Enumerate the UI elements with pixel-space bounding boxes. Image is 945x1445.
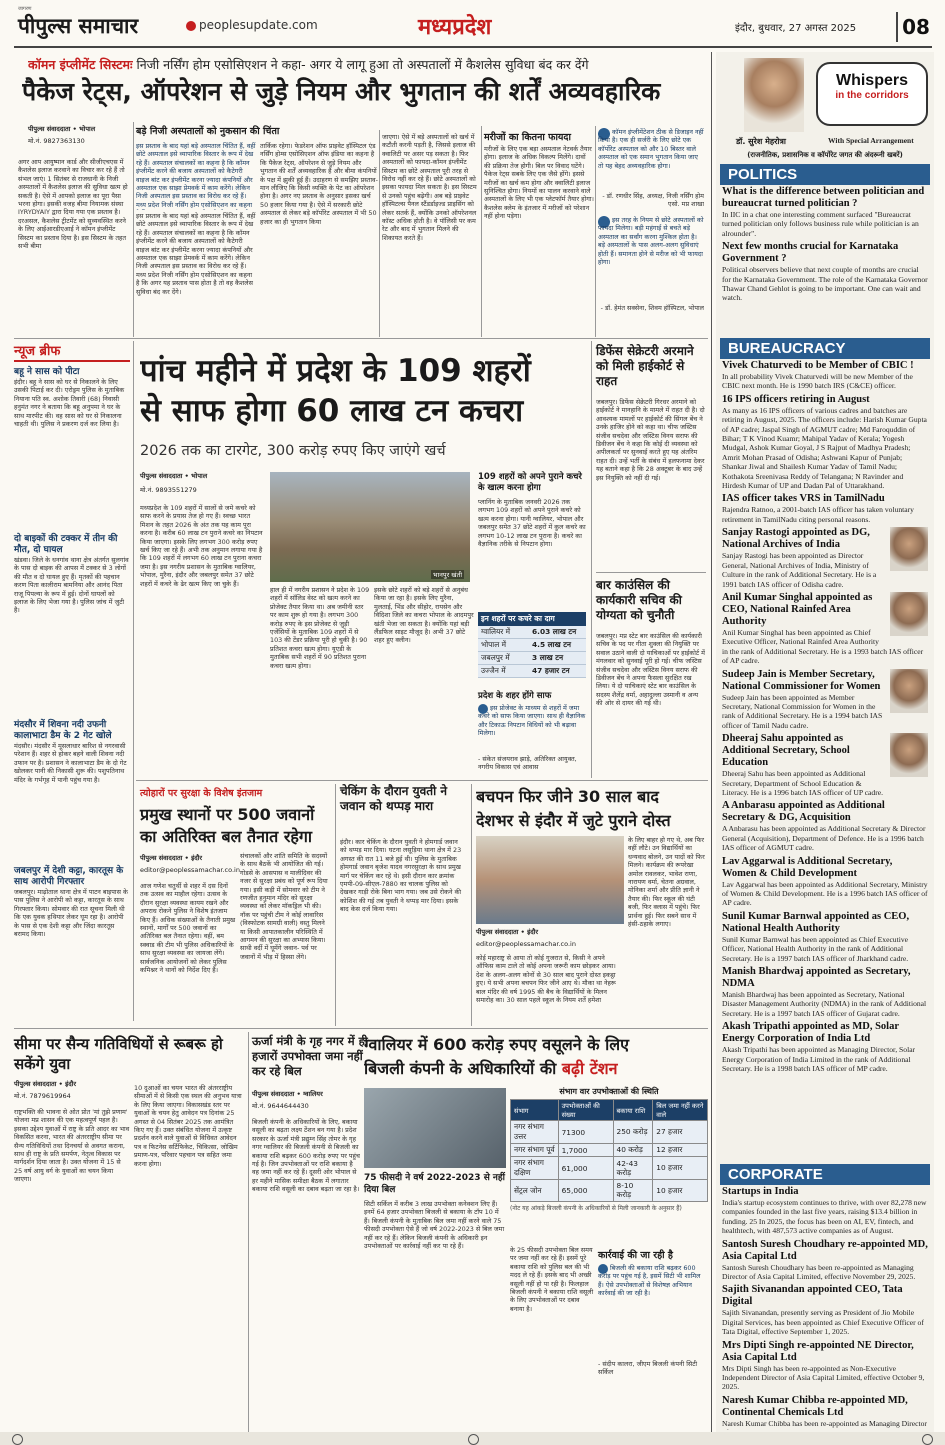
security-body-col1: आज गणेश चतुर्थी से शहर में दस दिनों तक उत्सव का माहौल रहेगा। उत्सव के दौरान सुरक्षा व्यवस्था कायम रखने और अपराध रोकने पुलिस ने विशेष इंतजाम किए हैं। अधिक संख्याओं के तैनाती प्रमुख स्थानों, मार्गों पर 500 जवानों का अतिरिक्त बल तैनात रहेगा। वहीं, बम स्क्वाड की टीम भी पुलिस अधिकारियों के साथ सुरक्षा व्यवस्था का जायजा लेंगे। सार्वजनिक आयोजनों को लेकर पुलिस कमिश्नर ने थानों को निर्देश दिए हैं। bbox=[140, 882, 236, 975]
masthead-tagline: जागरण bbox=[18, 6, 32, 12]
politics-item-head: What is the difference between politician and bureaucrat turned politician ? bbox=[722, 186, 925, 209]
consumer-table-cell: नगर संभाग दक्षिण bbox=[511, 1157, 559, 1180]
news-brief-header: न्यूज ब्रीफ bbox=[14, 341, 130, 362]
bureaucracy-item-head: IAS officer takes VRS in TamilNadu bbox=[722, 493, 885, 505]
website-globe-icon bbox=[186, 21, 196, 31]
army-body-col1: राष्ट्रभक्ति की भावना से ओत प्रोत 'मां तुझे प्रणाम' योजना मप्र शासन की एक महत्वपूर्ण पहल है। इसका उद्देश्य युवाओं में राष्ट्र के प्रति आदर का भाव विकसित करना, भारत की अंतरराष्ट्रीय सीमा पर सैन्य गतिविधियों तथा दिनचर्या से अवगत कराना, साथ ही राष्ट्र के प्रति समर्पण, नेतृत्व विकास पर मार्गदर्शन दिया जाता है। उक्त योजना में 15 से 25 वर्ष आयु वर्ग के युवाओं का चयन किया जाएगा। bbox=[14, 1108, 130, 1184]
bureaucracy-item-text: Akash Tripathi has been appointed as Managing Director, Solar Energy Corporation of India Limited in the rank of Additional Secretary. He is a 1998 batch IAS officer of MP cadre. bbox=[722, 1045, 916, 1074]
energy-body-col2: सिटी सर्किल में करीब 3 लाख उपभोक्ता कनेक्शन लिए हैं। इनमें 64 हजार उपभोक्ता बिजली से बकाया के टॉप 10 में हैं। बिजली कंपनी के मुताबिक बिल जमा नहीं करने वाले 75 फीसदी उपभोक्ता ऐसे हैं जो वर्ष 2022-2023 से बिल जमा नहीं कर रहे हैं। लेकिन बिजली कंपनी के अधिकारी इन उपभोक्ताओं पर कार्रवाई नहीं कर पा रहे हैं। bbox=[364, 1200, 505, 1251]
corporate-item bbox=[722, 1186, 928, 1236]
bureaucracy-item-head: Sanjay Rastogi appointed as DG, National Archives of India bbox=[722, 527, 870, 551]
corporate-item bbox=[722, 1284, 928, 1336]
bureaucracy-item bbox=[722, 592, 928, 666]
columnist-photo bbox=[744, 58, 804, 132]
consumer-table-header bbox=[511, 1100, 708, 1121]
consumer-table-col-header: संभाग bbox=[511, 1100, 559, 1121]
corporate-item-head: Naresh Kumar Chibba re-appointed MD, Continental Chemicals Ltd bbox=[722, 1394, 908, 1418]
bureaucracy-item-head: 16 IPS officers retiring in August bbox=[722, 393, 870, 405]
waste-byline: पीपुल्स संवाददाता • भोपाल bbox=[140, 472, 208, 480]
bar-body: जबलपुर। मप्र स्टेट बार काउंसिल की कार्यकारी सचिव के पद पर गीता शुक्ला की नियुक्ति पर सवाल उठाने वाली दो याचिकाओं पर हाईकोर्ट में मंगलवार को सुनवाई पूरी हो गई। चीफ जस्टिस संजीव सचदेवा और जस्टिस विनय सराफ की डिवीजन बेंच ने अपना फैसला सुरक्षित रख लिया। ये दो याचिकाएं स्टेट बार काउंसिल के सदस्य शैलेंद्र वर्मा, अहादुल्ला उस्मानी व अन्य की ओर से दायर की गई थी। bbox=[596, 632, 705, 708]
consumer-table-cell: 42-43 करोड़ bbox=[613, 1157, 653, 1180]
waste-side-head: 109 शहरों को अपने पुराने कचरे के खात्म करना होगा bbox=[478, 472, 582, 493]
waste-table-city: जबलपुर में bbox=[481, 653, 510, 662]
consumer-table-cell: 40 करोड़ bbox=[613, 1144, 653, 1157]
bureaucracy-item-head: Manish Bhardwaj appointed as Secretary, NDMA bbox=[722, 966, 911, 990]
energy-mobile: मो.नं. 9644644430 bbox=[252, 1102, 309, 1110]
energy-meter-photo bbox=[364, 1088, 506, 1168]
officer-photo bbox=[890, 669, 928, 713]
defence-body: जबलपुर। डिफेंस सेक्रेटरी गिरधर अरमाने को हाईकोर्ट ने मानहानि के मामले में राहत दी है। दो आवश्यक मामलों पर हाईकोर्ट की सिंगल बेंच ने उनके हाजिर होने को कहा था। चीफ जस्टिस संजीव सचदेवा और जस्टिस विनय सराफ की डिवीजन बेंच ने कहा कि कोई दी व्यवस्था को अपीलकर्ता पर सुनवाई करते हुए यह अंतरिम राहत दी। उन्हें भर्ती के संबंध में हलफनामा देकर यह बताने कहा है कि 28 अक्टूबर के बाद उन्हें इस नियुक्ति को नहीं दी गई। bbox=[596, 398, 705, 482]
consumer-table-col-header: बिल जमा नहीं करने वाले bbox=[653, 1100, 708, 1121]
waste-table-title: इन शहरों पर कचरे का दाग bbox=[478, 612, 586, 626]
corporate-item bbox=[722, 1239, 928, 1282]
brief-2-head: दो बाइकों की टक्कर में तीन की मौत, दो घायल bbox=[14, 534, 118, 555]
brief-3-head: मंदसौर में शिवना नदी उफनी कालाभाटा डैम के 2 गेट खोले bbox=[14, 720, 112, 741]
brief-2-text: खंडवा। जिले के धनगांव थाना क्षेत्र अंतर्गत सुलगांव के पास दो बाइक की आपस में टक्कर से 3 लोगों की मौत व दो घायल हुए हैं। मृतकों की पहचान करण पिता कालीराम बामनिया और आनंद पिता राजू पिपल्या के रूप में हुई। दोनों घायलों को इलाज के लिए भेजा गया है। पुलिस जांच में जुटी है। bbox=[14, 556, 129, 615]
lead-body-col2: इस प्रस्ताव के बाद यहां बड़े अस्पताल चिंतित हैं, वहीं छोटे अस्पताल इसे व्यापारिक विस्तार के रूप में देख रहे हैं। अस्पताल संचालकों का कहना है कि कॉमन इंप्लीमेंट करने की बजाय अस्पतालों को कैटेगरी वाइज बांट कर इंप्लीमेंट करना ज्यादा कंपनियों और अस्पताल एक साझा प्रेमवर्क में काम करेंगे। लेकिन निजी अस्पताल इस प्रस्ताव का विरोध कर रहे हैं। मध्य प्रदेश निजी नर्सिंग होम एसोसिएशन का कहना है कि अगर यह प्रस्ताव पास होता है तो वह कैशलेस सुविधा बंद कर देंगे। bbox=[136, 212, 256, 296]
lead-highlight-text: इस प्रस्ताव के बाद यहां बड़े अस्पताल चिंतित हैं, वहीं छोटे अस्पताल इसे व्यापारिक विस्तार के रूप में देख रहे हैं। अस्पताल संचालकों का कहना है कि कॉमन इंप्लीमेंट करने की बजाय अस्पतालों को कैटेगरी वाइज बांट कर इंप्लीमेंट करना ज्यादा कंपनियों और अस्पताल एक साझा प्रेमवर्क में काम करेंगे। लेकिन निजी अस्पताल इस प्रस्ताव का विरोध कर रहे हैं। मध्य प्रदेश निजी नर्सिंग होम एसोसिएशन का कहना bbox=[136, 142, 256, 209]
security-byline: पीपुल्स संवाददाता • इंदौर bbox=[140, 854, 203, 862]
bureaucracy-item-head: Akash Tripathi appointed as MD, Solar Energy Corporation of India Ltd bbox=[722, 1021, 899, 1045]
bureaucracy-list bbox=[722, 360, 928, 1164]
gwalior-action-name: - संदीप कालरा, जीएम बिजली कंपनी सिटी सर्किल bbox=[598, 1360, 698, 1377]
gwalior-body: के 25 फीसदी उपभोक्ता बिल समय पर जमा नहीं कर रहे हैं। इसमें पूरे बकाया राशि को पुलिस बल की भी मदद ले रहे हैं। इसके बाद भी अच्छी वसूली नहीं हो पा रही है। फिलहाल बिजली कंपनी ने बकाया राशि वसूली के लिए उपभोक्ताओं पर दबाव बनाया है। bbox=[510, 1246, 594, 1313]
reunion-group-photo bbox=[476, 836, 624, 924]
army-body-col2: 10 दुआओं का चयन भारत की अंतरराष्ट्रीय सीमाओं में से किसी एक स्थल की अनुभव यात्रा के लिए किया जाएगा। विकासखंड स्तर पर युवाओं के चयन हेतु आवेदन पत्र दिनांक 25 अगस्त से 04 सितंबर 2025 तक आमंत्रित किए गए हैं। उक्त संबंधित योजना में उत्कृष्ट प्रदर्शन करने वाले युवाओं से विधिवत आवेदन पत्र व फिटनेस सर्टिफिकेट, चिकित्सा, जोखिम प्रमाण-पत्र, परिवार पहचान पत्र सहित जमा करना होगा। bbox=[134, 1084, 242, 1168]
corporate-item bbox=[722, 1340, 928, 1392]
section-title: मध्यप्रदेश bbox=[418, 15, 492, 40]
waste-table-city: ग्वालियर में bbox=[481, 627, 511, 636]
bureaucracy-item-text: Sudeep Jain has been appointed as Member Secretary, National Commission for Women in the rank of Additional Secretary. He is a 1994 batch IAS officer of Tamil Nadu cadre. bbox=[722, 692, 883, 730]
bureaucracy-item-head: Lav Aggarwal is Additional Secretary, Women & Child Development bbox=[722, 855, 893, 879]
politics-header: POLITICS bbox=[720, 164, 930, 185]
brief-1-head: बहू ने सास को पीटा bbox=[14, 367, 80, 377]
gwalior-headline-1: ग्वालियर में 600 करोड़ रुपए वसूलने के लिए bbox=[364, 1035, 629, 1054]
bureaucracy-item bbox=[722, 394, 928, 491]
corporate-list bbox=[722, 1186, 928, 1430]
energy-body-col1: बिजली कंपनी के अधिकारियों के लिए, बकाया वसूली का बढ़ता लक्ष्य टेंशन बन गया है। प्रदेश सरकार के ऊर्जा मंत्री प्रद्युम्न सिंह तोमर के गृह नगर ग्वालियर की बिजली कंपनी से बिजली का बकाया राशि बढ़कर 600 करोड़ रुपए पर पहुंच गई है। जिन उपभोक्ताओं पर राशि बकाया है वह जमा नहीं कर रहे हैं। दूसरी ओर भोपाल से हर महीने मासिक समीक्षा बैठक में लगातार बकाया राशि वसूली का दबाव बढ़ता जा रहा है। bbox=[252, 1118, 360, 1194]
lead-subhead-2: मरीजों का कितना फायदा bbox=[484, 132, 571, 143]
corporate-item-text: Mrs Dipti Singh has been re-appointed as Non-Executive Independent Director of Asia Capital Limited, effective October 9, 2025. bbox=[722, 1363, 925, 1392]
consumer-table bbox=[510, 1086, 708, 1212]
consumer-table-cell: 27 हजार bbox=[653, 1121, 708, 1144]
bureaucracy-item-text: Manish Bhardwaj has been appointed as Secretary, National Disaster Management Authority (NDMA) in the rank of Additional Secretary. He is a 1997 batch IAS officer of Gujarat cadre. bbox=[722, 990, 927, 1018]
print-color-bar bbox=[0, 1432, 945, 1445]
registration-mark-center bbox=[468, 1434, 479, 1445]
bureaucracy-item-text: Sanjay Rastogi has been appointed as Director General, National Archives of India, Ministry of Culture in the rank of Additional Secretary. He is a 1991 batch IAS officer of Odisha cadre. bbox=[722, 551, 877, 589]
lead-body-col4: जाएगा। ऐसे में बड़े अस्पतालों को खर्च में कटौती करनी पड़ती है, जिससे इलाज की क्वालिटी पर असर पड़ सकता है। फिर अस्पतालों को फायदा-कॉमन इंप्लीमेंट सिस्टम का छोटे अस्पताल पूरी तरह से विरोध नहीं कर रहे हैं। छोटे अस्पतालों को इसका फायदा मिल सकता है। इस सिस्टम से उनको पहुंच बढ़ेगी। अब बड़े प्राइवेट हॉस्पिटल्स पैनल स्टैंडर्डाइज्ड प्राइसिंग को लेकर सतर्क हैं, क्योंकि उनको ऑपरेशनल कॉस्ट अधिक होती है। वे पॉलिसी पर कम रेट और बाद में भुगतान मिलने की शिकायत करते हैं। bbox=[382, 133, 477, 242]
corporate-item-text: Santosh Suresh Choudhary has been re-appointed as Managing Director of Asia Capital Limited, effective November 29, 2025. bbox=[722, 1262, 916, 1282]
check-body: इंदौर। कार चेकिंग के दौरान युवती ने होमगार्ड जवान को थप्पड़ मार दिया। घटना लसूड़िया थाना क्षेत्र में 23 अगस्त की रात 11 बजे हुई थी। पुलिस के मुताबिक होमगार्ड जवान बृजेश यादव नगरसुरक्षा के साथ प्रमुख मार्ग पर चेकिंग कर रहे थे। इसी दौरान कार क्रमांक एमपी-09-सीएल-7880 का चालक पुलिस को देखकर गाड़ी रोके बिना भाग गया। जब उसे रोकने की कोशिश की गई तब युवती ने थप्पड़ मार दिया। इसके बाद केस दर्ज किया गया। bbox=[340, 838, 462, 914]
gwalior-headline-2 bbox=[364, 1058, 708, 1079]
lead-kicker bbox=[28, 56, 708, 73]
bureaucracy-item-text: Rajendra Ratnoo, a 2001-batch IAS officer has taken voluntary retirement in TamilNadu citing personal reasons. bbox=[722, 505, 914, 524]
whispers-desc: (राजनीतिक, प्रशासनिक व कॉर्पोरेट जगत की अंदरूनी खबरें) bbox=[747, 151, 903, 159]
quote-1-name: - डॉ. रणधीर सिंह, अध्यक्ष, निजी नर्सिंग होम एसो. मप्र शाखा bbox=[602, 192, 704, 209]
politics-item-text: In IIC in a chat one interesting comment surfaced "Bureaucrat turned politician only follows business rule while politician is an alrounder". bbox=[722, 210, 919, 238]
gwalior-headline-2b: बढ़ी टेंशन bbox=[561, 1059, 618, 1078]
consumer-table-cell: नगर संभाग उत्तर bbox=[511, 1121, 559, 1144]
quote-box-1 bbox=[598, 128, 704, 334]
columnist-arrangement: With Special Arrangement bbox=[828, 136, 914, 145]
lead-body-col3: तार्किक रहेगा। फेडरेशन ऑफ प्राइवेट हॉस्पिटल एंड नर्सिंग होम्स एसोसिएशन ऑफ इंडिया का कहना है कि पैकेज रेट्स, ऑपरेशन से जुड़े नियम और भुगतान की शर्तें अव्यवहारिक हैं और बीमा कंपनियों के पक्ष में झुकी हुई हैं। उदाहरण से समझिए प्रस्ताव-मान लीजिए कि किसी व्यक्ति के पेट का ऑपरेशन होना है। अगर नए प्रस्ताव के अनुसार इसका खर्च 50 हजार किया गया है। ऐसे में सरकारी छोटे अस्पताल से लेकर बड़े कॉर्पोरेट अस्पताल में भी 50 हजार का ही भुगतान किया bbox=[260, 142, 378, 226]
consumer-table-row bbox=[511, 1121, 708, 1144]
consumer-table-cell: 8-10 करोड़ bbox=[613, 1180, 653, 1202]
politics-item bbox=[722, 186, 928, 238]
bureaucracy-item-text: Dheeraj Sahu has been appointed as Additional Secretary, Department of School Education & Literacy. He is a 1996 batch IAS officer of UP cadre. bbox=[722, 769, 884, 797]
bureaucracy-item bbox=[722, 669, 928, 731]
waste-box-name: - संकेत संजयराव झाड़े, अतिरिक्त आयुक्त, नगरीय विकास एवं आवास bbox=[478, 755, 577, 772]
bar-headline: बार काउंसिल की कार्यकारी सचिव की योग्यता को चुनौती bbox=[596, 578, 682, 622]
energy-photo-caption: 75 फीसदी ने वर्ष 2022-2023 से नहीं दिया बिल bbox=[364, 1173, 506, 1195]
bureaucracy-item bbox=[722, 911, 928, 963]
quote-1-text: कॉमन इंप्लीमेंटेशन ठीक से डिजाइन नहीं किया है। एक ही सर्जरी के लिए छोटे एक कॉर्पोरेट अस्पताल को और 10 बिस्तर वाले अस्पताल को एक समान भुगतान किया जाए तो यह बेहद अव्यवहारिक होगा। bbox=[598, 128, 704, 170]
consumer-table-cell: 71300 bbox=[558, 1121, 613, 1144]
consumer-table-row bbox=[511, 1180, 708, 1202]
consumer-table-cell: सेंट्रल जोन bbox=[511, 1180, 559, 1202]
consumer-table-title: संभाग वार उपभोक्ताओं की स्थिति bbox=[559, 1087, 659, 1096]
corporate-item-text: Sajith Sivanandan, presently serving as President of Jio Mobile Digital Services, has been appointed as Chief Executive Officer of Tata Digital, effective September 1, 2025. bbox=[722, 1308, 924, 1337]
whispers-title: Whispers bbox=[835, 72, 908, 89]
waste-box-head: प्रदेश के शहर होंगे साफ bbox=[478, 691, 552, 701]
bureaucracy-item-head: A Anbarasu appointed as Additional Secretary & DG, Acquisition bbox=[722, 800, 885, 824]
corporate-item-head: Santosh Suresh Choudhary re-appointed MD, Asia Capital Ltd bbox=[722, 1238, 928, 1262]
security-kicker: त्योहारों पर सुरक्षा के विशेष इंतजाम bbox=[140, 788, 263, 799]
news-brief bbox=[14, 341, 130, 1021]
politics-item-text: Political observers believe that next couple of months are crucial for the Karnataka Government. The role of the Karnataka Governor Thawar Chand Gehlot is going to be important. One can wait and watch. bbox=[722, 265, 928, 303]
whispers-panel bbox=[716, 52, 934, 1432]
corporate-item bbox=[722, 1395, 928, 1430]
consumer-table-grid bbox=[510, 1099, 708, 1202]
defence-headline: डिफेंस सेक्रेटरी अरमाने को मिली हाईकोर्ट से राहत bbox=[596, 344, 694, 388]
waste-table-body bbox=[478, 626, 586, 678]
gwalior-action-text: बिजली की बकाया राशि बढ़कर 600 करोड़ पर पहुंच गई है, इसमें सिटी भी शामिल हैं। ऐसे उपभोक्ताओं से विशेषज्ञ अभियान कार्रवाई की जा रही है। bbox=[598, 1264, 701, 1298]
waste-table bbox=[478, 612, 586, 678]
bureaucracy-item bbox=[722, 360, 928, 391]
gwalior-action-head: कार्रवाई की जा रही है bbox=[598, 1250, 673, 1261]
lead-subhead-1: बड़े निजी अस्पतालों को नुकसान की चिंता bbox=[136, 126, 280, 137]
corporate-item-text: Naresh Kumar Chibba has been re-appointed as Managing Director bbox=[722, 1418, 927, 1428]
officer-photo bbox=[890, 527, 928, 571]
waste-table-amount: 47 हजार टन bbox=[532, 666, 570, 675]
corporate-header: CORPORATE bbox=[720, 1164, 930, 1185]
bureaucracy-item-text: In all probability Vivek Chaturvedi will be new Member of the CBIC next month. He is 1990 batch IRS (C&CE) officer. bbox=[722, 372, 913, 391]
waste-table-amount: 4.5 लाख टन bbox=[532, 640, 572, 649]
bureaucracy-item-head: Vivek Chaturvedi to be Member of CBIC ! bbox=[722, 360, 914, 371]
gwalior-headline-2a: बिजली कंपनी के अधिकारियों की bbox=[364, 1059, 562, 1078]
bureaucracy-item-head: Dheeraj Sahu appointed as Additional Secretary, School Education bbox=[722, 733, 850, 769]
consumer-table-row bbox=[511, 1157, 708, 1180]
bureaucracy-item bbox=[722, 493, 928, 524]
waste-box-text: इस प्रोजेक्ट के माध्यम से शहरों में जमा कचरे को साफ किया जाएगा। साथ ही वैज्ञानिक और टिकाऊ निपटान विधियों को भी बढ़ावा मिलेगा। bbox=[478, 704, 586, 738]
reunion-email[interactable]: editor@peoplessamachar.co.in bbox=[476, 940, 576, 948]
consumer-table-body bbox=[511, 1121, 708, 1202]
consumer-table-cell: 250 करोड़ bbox=[613, 1121, 653, 1144]
dateline: इंदौर, बुधवार, 27 अगस्त 2025 bbox=[735, 23, 857, 34]
page-number: 08 bbox=[896, 12, 934, 42]
army-byline: पीपुल्स संवाददाता • इंदौर bbox=[14, 1080, 77, 1088]
corporate-item-head: Startups in India bbox=[722, 1186, 799, 1197]
waste-table-amount: 6.03 लाख टन bbox=[532, 627, 577, 636]
waste-headline-1: पांच महीने में प्रदेश के 109 शहरों bbox=[140, 353, 531, 389]
website-url[interactable]: peoplesupdate.com bbox=[199, 18, 318, 32]
bureaucracy-item bbox=[722, 800, 928, 852]
army-mobile: मो.नं. 7879619964 bbox=[14, 1092, 71, 1100]
consumer-table-note: (नोट यह आंकड़े बिजली कंपनी के अधिकारियों से मिली जानकारी के अनुसार हैं) bbox=[510, 1205, 682, 1212]
consumer-table-cell: 1,7000 bbox=[558, 1144, 613, 1157]
bureaucracy-header: BUREAUCRACY bbox=[720, 338, 930, 359]
reunion-body-col2: के लिए बाहर हो गए थे, अब फिर वहीं लौटे। उन विद्यार्थियों का धन्यवाद बोलने, उन यादों को फिर मिलने। कार्यक्रम की रूपरेखा अमोल रावलकर, भावेश राणा, नारायण वर्मा, चेतना अग्रवाल, मोनिका शर्मा और प्रीति ज्ञानी ने तैयार की। फिर स्कूल की घंटी बजी, फिर क्लास में पहुंचे। फिर प्रार्थना हुई। फिर सबने साथ में हंसी-ठहाके लगाए। bbox=[628, 836, 705, 929]
consumer-table-col-header: बकाया राशि bbox=[613, 1100, 653, 1121]
bureaucracy-item bbox=[722, 527, 928, 589]
waste-body-col2: हाल ही में नगरीय प्रशासन ने प्रदेश के 109 शहरों में सॉलिड वेस्ट को खत्म करने का प्रोजेक्ट तैयार किया था। अब जमीनी स्तर पर काम शुरू हो गया है। लगभग 300 करोड़ रुपए के इस प्रोजेक्ट से जुड़ी एजेंसियों के मुताबिक 109 शहरों में से 103 की टेंडर प्रक्रिया पूरी हो चुकी है। 90 प्रतिशत कचरा खत्म होगा। यूएडी के मुताबिक सभी शहरों में 90 प्रतिशत पुराना कचरा खत्म होगा। bbox=[270, 586, 370, 670]
officer-photo bbox=[890, 733, 928, 777]
masthead bbox=[0, 0, 945, 52]
consumer-table-row bbox=[511, 1144, 708, 1157]
quote-2-text: इस तरह के नियम से छोटे अस्पतालों को फायदा मिलेगा। बड़ी महंगाई से बचते बड़े अस्पताल का सर्वांग करना मुश्किल होता है। बड़े अस्पतालों के पास अलग-अलग सुविधाएं होती हैं। समानता होने से मरीज को भी फायदा होगा। bbox=[598, 216, 704, 267]
waste-table-city: उज्जैन में bbox=[481, 666, 506, 675]
army-headline: सीमा पर सैन्य गतिविधियों से रूबरू हो सकेंगे युवा bbox=[14, 1035, 223, 1073]
bureaucracy-item-head: Sudeep Jain is Member Secretary, National Commissioner for Women bbox=[722, 668, 881, 692]
politics-item bbox=[722, 241, 928, 303]
registration-mark-left bbox=[12, 1434, 23, 1445]
columnist-name: डॉ. सुरेश मेहरोत्रा bbox=[736, 137, 786, 146]
bureaucracy-item-head: Anil Kumar Singhal appointed as CEO, National Rainfed Area Authority bbox=[722, 591, 873, 627]
registration-mark-right bbox=[922, 1434, 933, 1445]
corporate-item-head: Sajith Sivanandan appointed CEO, Tata Digital bbox=[722, 1284, 903, 1308]
lead-body-col1: अगर आप आयुष्मान कार्ड और सीजीएचएस में कैशलेस इलाज करवाने का विचार कर रहे हैं तो संभल जाएं। 1 सितंबर से राजधानी के निजी अस्पतालों में कैशलेस इलाज की सुविधा खत्म हो सकती है। ऐसे में आपको इलाज का पूरा पैसा भरना होगा। इसकी वजह बीमा नियामक संस्था IYRYDYAIY द्वारा दिया गया एक प्रस्ताव है। दरअसल, कैशलेस ट्रीटमेंट को सुव्यवस्थित करने के लिए आईआरडीएआई ने कॉमन इंप्लीमेंट सिस्टम का प्रस्ताव दिया है। इस सिस्टम के तहत सभी बीमा bbox=[18, 158, 128, 251]
brief-1-text: इंदौर। बहू ने सास को घर से निकालने के लिए उसकी पिटाई कर दी। एरोड्रम पुलिस के मुताबिक नियाना पति स्व. अशोक तिवारी (68) निवासी हनुमंत नगर ने बताया कि बहू अनुपमा ने घर के साथ मारपीट की। वह सास को घर से निकालना चाहती थी। पुलिस ने प्रकरण दर्ज कर लिया है। bbox=[14, 378, 125, 429]
reunion-byline: पीपुल्स संवाददाता • इंदौर bbox=[476, 928, 539, 936]
bureaucracy-item bbox=[722, 966, 928, 1018]
energy-byline: पीपुल्स संवाददाता • ग्वालियर bbox=[252, 1090, 323, 1098]
lead-headline: पैकेज रेट्स, ऑपरेशन से जुड़े नियम और भुगतान की शर्तें अव्यवहारिक bbox=[22, 77, 661, 106]
bureaucracy-item-head: Sunil Kumar Barnwal appointed as CEO, National Health Authority bbox=[722, 910, 910, 934]
reunion-body-col1: कोई महाराष्ट्र से आया तो कोई गुजरात से, किसी ने अपने ऑफिस काम टाले तो कोई अपना जरूरी काम छोड़कर आया। देश के अलग-अलग कोनों से 30 साल बाद पुराने दोस्त इकट्ठा हुए। ये सभी अपना बचपन फिर जीने आए थे। मौका था नेहरू बाल मंदिर की वर्ष 1995 की बैच के विद्यार्थियों के मिलन समारोह का। 30 साल पहले स्कूल के नियम शर्ते हमेशा bbox=[476, 954, 616, 1005]
waste-table-row bbox=[478, 665, 586, 678]
whispers-subtitle: in the corridors bbox=[835, 90, 909, 101]
waste-side-text: प्लानिंग के मुताबिक जनवरी 2026 तक लगभग 109 शहरों को अपने पुराने कचरे को खत्म करना होगा। यानी ग्वालियर, भोपाल और जबलपुर समेत 37 छोटे शहरों में कुल कचरे का लगभग 10-12 लाख टन पुराना है। कचरे का वैज्ञानिक तरीके से निपटान होगा। bbox=[478, 498, 586, 549]
paper-logo: पीपुल्स समाचार bbox=[18, 14, 139, 38]
waste-deck: 2026 तक का टारगेट, 300 करोड़ रुपए किए जाएंगे खर्च bbox=[140, 443, 446, 459]
consumer-table-cell: 65,000 bbox=[558, 1180, 613, 1202]
consumer-table-cell: नगर संभाग पूर्व bbox=[511, 1144, 559, 1157]
energy-headline: ऊर्जा मंत्री के गृह नगर में ही हजारों उपभोक्ता जमा नहीं कर रहे बिल bbox=[252, 1034, 368, 1078]
consumer-table-col-header: उपभोक्ताओं की संख्या bbox=[558, 1100, 613, 1121]
reunion-headline-2: देशभर से इंदौर में जुटे पुराने दोस्त bbox=[476, 811, 671, 830]
waste-mobile: मो.नं. 9893551279 bbox=[140, 486, 197, 494]
security-body-col2: संचालकों और शांति समिति के सदस्यों के साथ बैठकें भी आयोजित की गई। गोडसे के आसपास व मालीदिवर की नजर से सुरक्षा प्रबंध को पूर्ण रूप दिया गया। इसी कड़ी में सोमवार को टीम ने रणजीत हनुमान मंदिर को सुरक्षा व्यवस्था को लेकर मॉकड्रिल भी की। नॉक पर पहुंची टीम ने कोई लावारिस (विस्फोटक सामग्री वाली) वस्तु मिलने या किसी आपातकालीन परिस्थिति में आगमन की सुरक्षा का अभ्यास किया। साथी वर्दी में घूमेंगे जवान- पर्व पर जवानों में भीड़ में हिस्सा लेंगे। bbox=[240, 852, 328, 961]
security-email[interactable]: editor@peoplessamachar.co.in bbox=[140, 866, 240, 874]
bureaucracy-item bbox=[722, 856, 928, 908]
consumer-table-cell: 61,000 bbox=[558, 1157, 613, 1180]
corporate-item-text: India's startup ecosystem continues to thrive, with over 82,278 new companies founded in the last five years, raising $13.4 billion in funding. 25 In 2025, the focus has been on AI, EV, fintech, and healthtech, with 487,573 active companies as of August. bbox=[722, 1198, 927, 1236]
bureaucracy-item-text: Anil Kumar Singhal has been appointed as Chief Executive Officer, National Rainfed Area Authority in the rank of Additional Secretary. He is a 1993 batch IAS officer of AP cadre. bbox=[722, 627, 924, 666]
bureaucracy-item bbox=[722, 1021, 928, 1073]
waste-table-city: भोपाल में bbox=[481, 640, 507, 649]
quote-2-name: - डॉ. हेमंत सक्सेना, शिवम हॉस्पिटल, भोपाल bbox=[600, 304, 704, 312]
whispers-logo bbox=[816, 62, 928, 126]
lead-byline: पीपुल्स संवाददाता • भोपाल bbox=[28, 125, 96, 133]
waste-table-row bbox=[478, 652, 586, 665]
bureaucracy-item-text: Sunil Kumar Barnwal has been appointed as Chief Executive Officer, National Health Authority in the rank of Additional Secretary. He is a 1997 batch IAS officer of Jharkhand cadre. bbox=[722, 934, 909, 963]
bureaucracy-item-text: Lav Aggarwal has been appointed as Additional Secretary, Ministry of Women & Child Development. He is a 1996 batch IAS officer of AP cadre. bbox=[722, 879, 928, 908]
consumer-table-cell: 10 हजार bbox=[653, 1180, 708, 1202]
consumer-table-cell: 12 हजार bbox=[653, 1144, 708, 1157]
bureaucracy-item bbox=[722, 733, 928, 797]
consumer-table-cell: 10 हजार bbox=[653, 1157, 708, 1180]
reunion-headline-1: बचपन फिर जीने 30 साल बाद bbox=[476, 787, 659, 806]
lead-highlight bbox=[136, 142, 256, 210]
brief-4-head: जबलपुर में देशी कट्टा, कारतूस के साथ आरोपी गिरफ्तार bbox=[14, 866, 124, 887]
waste-table-amount: 3 लाख टन bbox=[532, 653, 564, 662]
brief-4-text: जबलपुर। माढ़ोताल थाना क्षेत्र में पाटन बाइपास के पास पुलिस ने आरोपी को कट्टा, कारतूस के साथ गिरफ्तार किया। सोमवार की रात सूचना मिली थी कि एक युवक हथियार लेकर घूम रहा है। आरोपी के पास से एक देशी कट्टा और जिंदा कारतूस बरामद किया। bbox=[14, 888, 128, 939]
brief-3-text: मंदसौर। मंदसौर में मूसलाधार बारिश से नगरवासी परेशान हैं। शहर से होकर बहने वाली शिवना नदी उफान पर है। प्रशासन ने कालाभाटा डैम के दो गेट खोलकर पानी की निकासी शुरू की। पशुपतिनाथ मंदिर के गर्भगृह में पानी पहुंच गया है। bbox=[14, 742, 127, 784]
waste-table-row bbox=[478, 626, 586, 639]
bureaucracy-item-text: As many as 16 IPS officers of various cadres and batches are retiring in August, 2025. The officers include: Harish Kumar Gupta of AP cadre; Jaspal Singh of AGMUT cadre; Md Faroquddin of Bihar; T K Vinod Kuamr; Mahipal Yadav of Kerala; Yogesh Mudgal, Ashok Kumar Goyal, J S Rajput of Madhya Pradesh; Amrit Mohan Prasad of Odisha; Ashwani Kapur of Punjab; Shankar Jiwal and Shailesh Kumar Yadav of Tamil Nadu; Kothakota Sreenivasa Reddy of Telangana; N Ravinder and Hirdesh Kumar of UP and Dadan Pal of Uttarakhand. bbox=[722, 405, 927, 491]
photo-caption: भानपुर खंती bbox=[433, 571, 462, 579]
politics-list bbox=[722, 186, 928, 336]
waste-body-col1: मध्यप्रदेश के 109 शहरों में सालों से जमे कचरे को साफ करने के प्रयास तेज हो गए हैं। स्वच्छ भारत मिशन के तहत 2026 के अंत तक यह काम पूरा करना है। करीब 60 लाख टन पुराने कचरे का निपटान किया जाएगा। इसके लिए लगभग 300 करोड़ रुपए खर्च किए जा रहे हैं। अभी तक अनुमान लगाया गया है कि 109 शहरों में लगभग 60 लाख टन पुराना कचरा जमा है। इस नगरीय प्रशासन के मुताबिक ग्वालियर, भोपाल, मुरैना, इंदौर और जबलपुर समेत 37 छोटे शहरों में कचरे के ढेर खत्म किए जा चुके हैं। bbox=[140, 504, 263, 588]
politics-item-head: Next few months crucial for Karnataka Government ? bbox=[722, 241, 899, 265]
waste-body-col3: इसके छोटे शहरों को बड़े शहरों से अनुबंध किया जा रहा है। इसके लिए मुरैना, मुलताई, भिंड और सीहोर, रायसेन और विदिशा जिले का कचरा भोपाल के आदमपुर खंती भेजा जा सकता है। क्योंकि यहां बड़ी लैंडफिल साइट मौजूद है। अभी 37 छोटे शहर हुए क्लीन। bbox=[374, 586, 474, 645]
lead-body-col5: मरीजों के लिए एक बड़ा अस्पताल नेटवर्क तैयार होगा। इलाज के अधिक विकल्प मिलेंगे। दावों की प्रक्रिया तेज होगी। बिल पर विवाद घटेंगे। पैकेज रेट्स सबके लिए एक जैसे होंगे। इससे मरीजों का खर्च कम होगा और क्वालिटी इलाज सुनिश्चित होगा। नियमों का पालन करवाने वाले अस्पतालों के लिए भी एक प्लेटफॉर्म तैयार होगा। कैशलेस क्लेम के इंतजार में मरीजों को परेशान नहीं होना पड़ेगा। bbox=[484, 145, 594, 221]
corporate-item-head: Mrs Dipti Singh re-appointed NE Director, Asia Capital Ltd bbox=[722, 1339, 914, 1363]
lead-kicker-label: कॉमन इंप्लीमेंट सिस्टमः bbox=[28, 57, 133, 72]
waste-table-row bbox=[478, 639, 586, 652]
waste-headline-2: से साफ होगा 60 लाख टन कचरा bbox=[140, 393, 524, 429]
bureaucracy-item-text: A Anbarasu has been appointed as Additional Secretary & Director General (Acquisition), Department of Defence. He is a 1996 batch IAS officer of AGMUT cadre. bbox=[722, 824, 926, 853]
officer-photo bbox=[890, 592, 928, 636]
lead-kicker-text: निजी नर्सिंग होम एसोसिएशन ने कहा- अगर ये लागू हुआ तो अस्पतालों में कैशलेस सुविधा बंद कर देंगे bbox=[136, 57, 589, 72]
security-headline: प्रमुख स्थानों पर 500 जवानों का अतिरिक्त बल तैनात रहेगा bbox=[140, 805, 315, 846]
check-headline: चेकिंग के दौरान युवती ने जवान को थप्पड़ मारा bbox=[340, 784, 448, 813]
landfill-photo bbox=[270, 472, 470, 582]
lead-mobile: मो.नं. 9827363130 bbox=[28, 137, 85, 145]
